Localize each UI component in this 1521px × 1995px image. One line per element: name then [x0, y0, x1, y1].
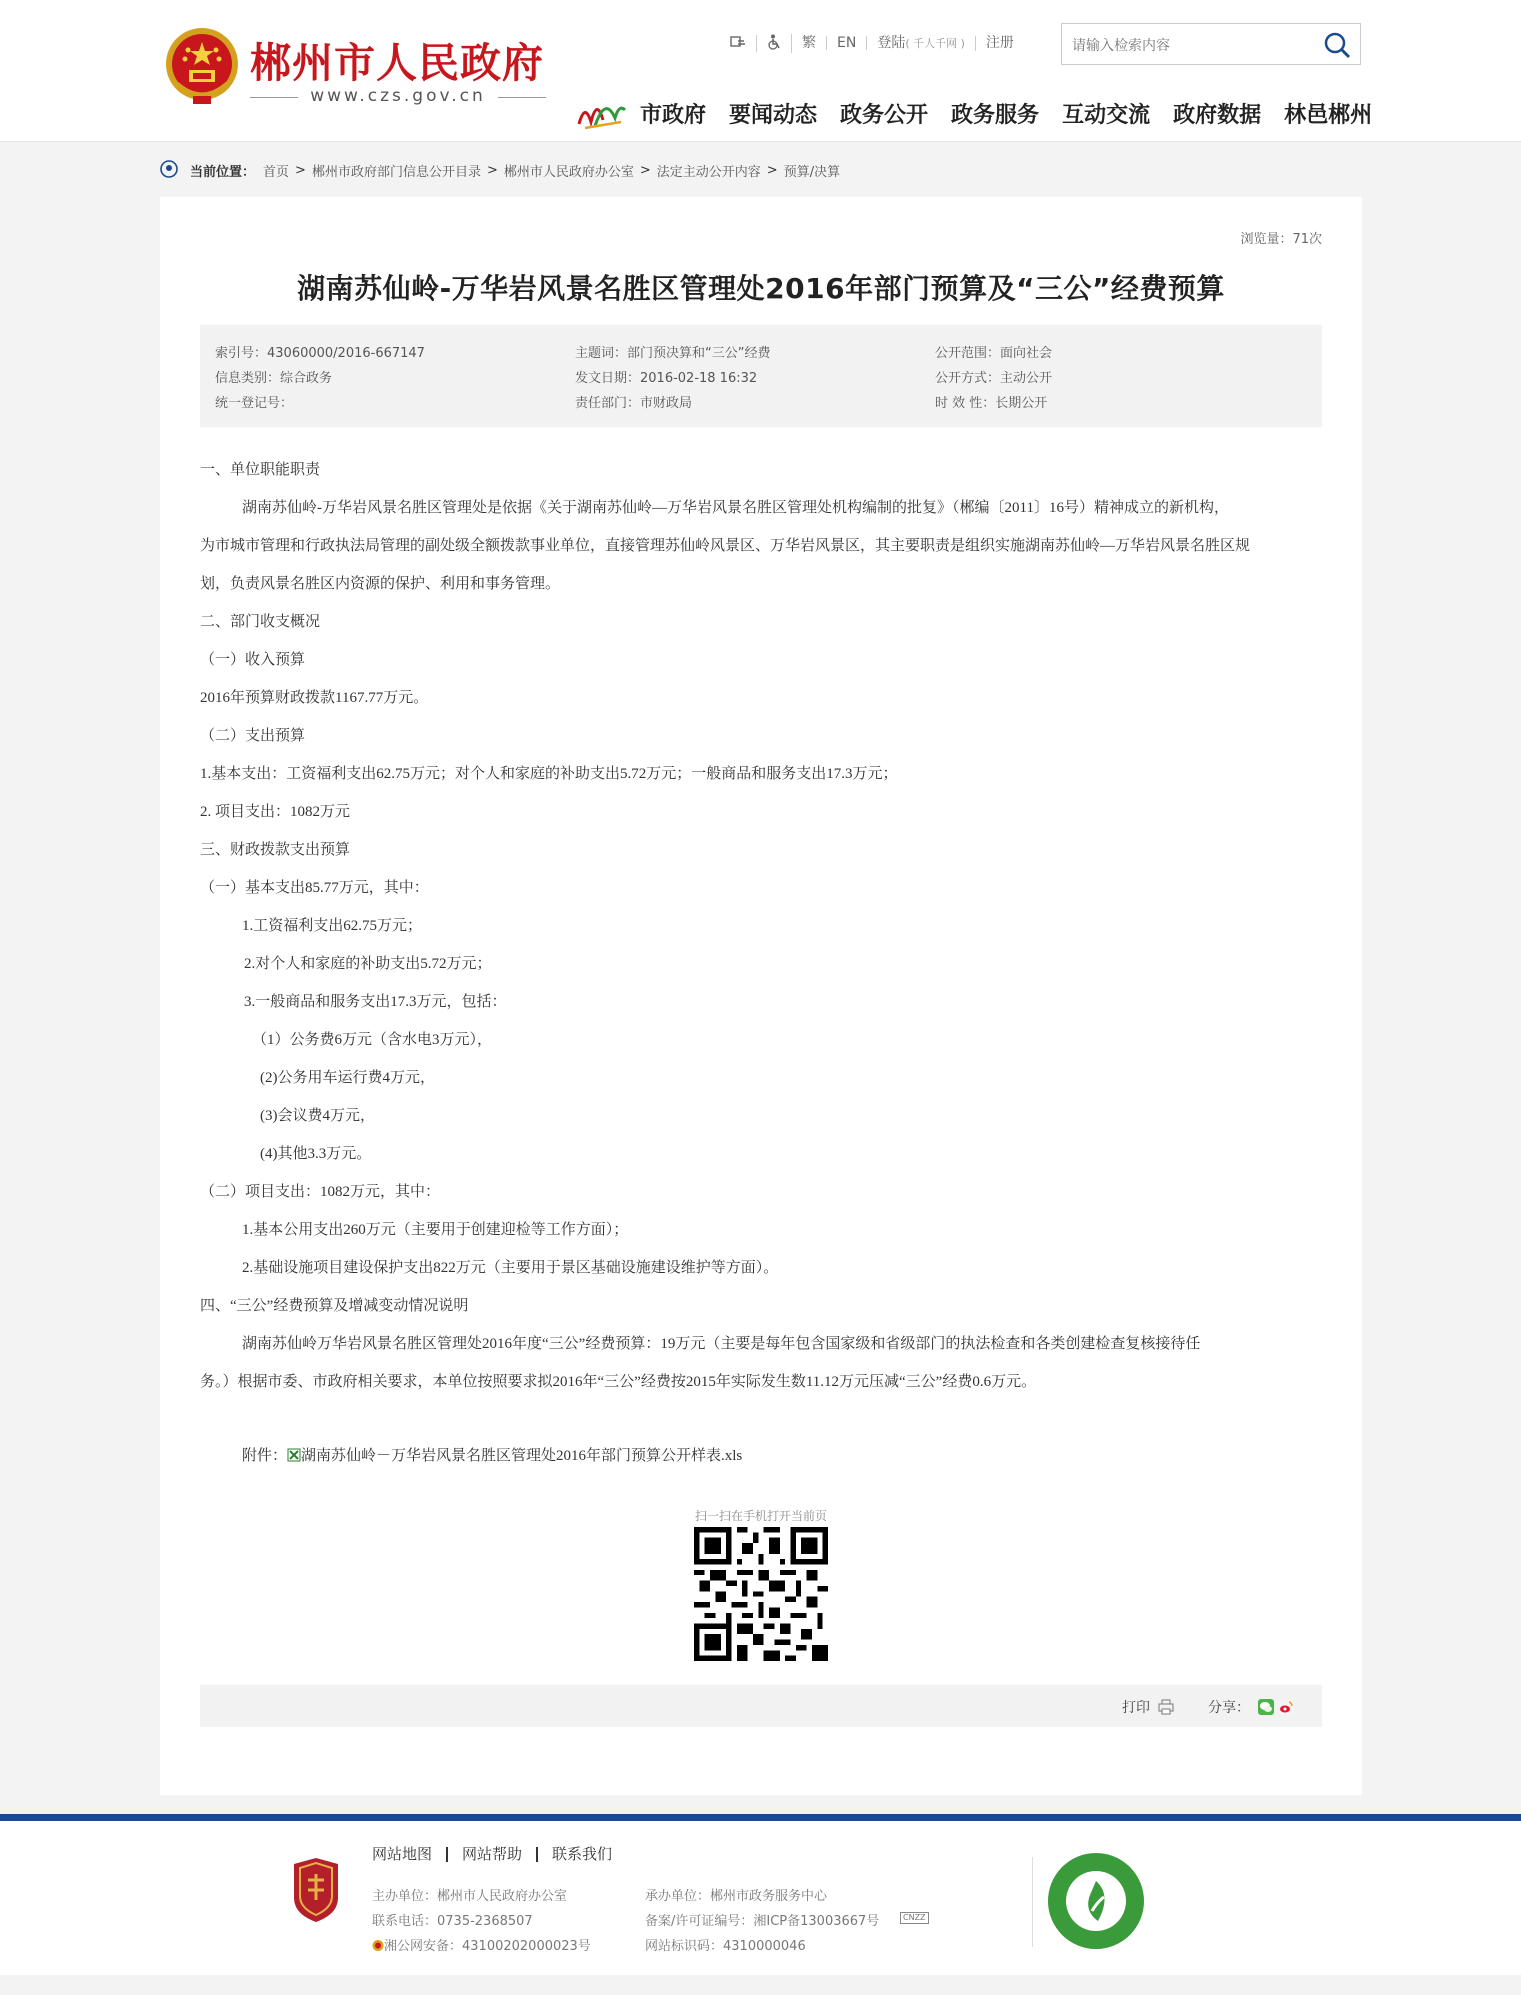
- national-emblem-logo[interactable]: [163, 24, 241, 110]
- footer-police-label: 湘公网安备：43100202000023号: [384, 1939, 591, 1954]
- breadcrumb-separator: >: [295, 162, 306, 178]
- body-paragraph: 湖南苏仙岭-万华岩风景名胜区管理处是依据《关于湖南苏仙岭—万华岩风景名胜区管理处机构编制的批复》（郴编〔2011〕16号）精神成立的新机构，: [242, 500, 1229, 516]
- search-input[interactable]: [1072, 34, 1302, 56]
- attachment-label: 附件：: [242, 1448, 288, 1464]
- civilization-seal-icon[interactable]: [1046, 1851, 1146, 1951]
- body-list-item: (3)会议费4万元，: [260, 1108, 375, 1124]
- body-subheading: （二）支出预算: [200, 728, 306, 744]
- body-list-item: 2.基础设施项目建设保护支出822万元（主要用于景区基础设施建设维护等方面）。: [242, 1260, 779, 1276]
- meta-method: 公开方式：主动公开: [935, 371, 1053, 386]
- footer-police-record[interactable]: [372, 1935, 591, 1954]
- breadcrumb-separator: >: [639, 162, 651, 178]
- print-label: 打印: [1122, 1700, 1150, 1716]
- breadcrumb-label: 当前位置：: [190, 164, 256, 180]
- breadcrumb: [160, 159, 840, 181]
- printer-icon: [1158, 1699, 1174, 1715]
- view-count: 浏览量：71次: [1240, 232, 1322, 247]
- police-badge-icon: [372, 1939, 384, 1952]
- meta-unified-no: 统一登记号：: [215, 396, 294, 411]
- accessibility-button[interactable]: [757, 34, 792, 53]
- site-url: www.czs.gov.cn: [250, 86, 546, 106]
- register-link[interactable]: 注册: [985, 35, 1014, 51]
- article-meta: [200, 325, 1322, 427]
- nav-item-linyi-chenzhou[interactable]: 林邑郴州: [1284, 103, 1373, 128]
- wechat-icon[interactable]: [1258, 1699, 1274, 1715]
- english-link[interactable]: EN: [827, 36, 867, 50]
- attachment-line: [242, 1446, 742, 1466]
- footer-vertical-divider: [1032, 1857, 1033, 1947]
- nav-item-news[interactable]: 要闻动态: [729, 103, 818, 128]
- breadcrumb-separator: >: [766, 162, 778, 178]
- search-icon[interactable]: [1322, 30, 1352, 60]
- top-links: [720, 32, 1024, 54]
- body-list-item: 2.对个人和家庭的补助支出5.72万元；: [244, 956, 492, 972]
- body-paragraph: 划，负责风景名胜区内资源的保护、利用和事务管理。: [200, 576, 561, 592]
- body-subheading: （二）项目支出：1082万元，其中：: [200, 1184, 441, 1200]
- meta-validity: 时 效 性：长期公开: [935, 396, 1048, 411]
- body-heading: 一、单位职能职责: [200, 462, 321, 478]
- meta-index-no: 索引号：43060000/2016-667147: [215, 346, 425, 361]
- body-list-item: 1.基本公用支出260万元（主要用于创建迎检等工作方面）；: [242, 1222, 629, 1238]
- main-nav: [640, 98, 1395, 129]
- lin-yi-logo: [575, 92, 627, 132]
- breadcrumb-budget[interactable]: 预算/决算: [783, 164, 841, 180]
- site-title[interactable]: 郴州市人民政府: [250, 39, 544, 87]
- traditional-chinese-link[interactable]: 繁: [792, 36, 827, 50]
- login-label: 登陆: [877, 34, 906, 51]
- nav-item-government-services[interactable]: 政务服务: [951, 103, 1040, 128]
- site-footer: [0, 1821, 1521, 1975]
- meta-dept: 责任部门：市财政局: [575, 396, 693, 411]
- footer-link-help[interactable]: 网站帮助: [446, 1847, 536, 1862]
- login-link[interactable]: [867, 36, 976, 51]
- breadcrumb-office[interactable]: 郴州市人民政府办公室: [503, 164, 634, 180]
- body-paragraph: 务。）根据市委、市政府相关要求，本单位按照要求拟2016年“三公”经费按2015年实际发生数11.12万元压减“三公”经费0.6万元。: [200, 1374, 1037, 1390]
- body-subheading: （一）收入预算: [200, 652, 306, 668]
- footer-site-id: 网站标识码：4310000046: [645, 1939, 806, 1954]
- eye-icon: [730, 35, 746, 49]
- nav-item-interaction[interactable]: 互动交流: [1062, 103, 1151, 128]
- article-card: [160, 197, 1362, 1795]
- weibo-icon[interactable]: [1278, 1699, 1294, 1715]
- location-pin-icon: [160, 160, 178, 180]
- body-list-item: （1）公务费6万元（含水电3万元），: [252, 1032, 493, 1048]
- barrier-free-button[interactable]: [720, 35, 757, 52]
- attachment-link[interactable]: 湖南苏仙岭－万华岩风景名胜区管理处2016年部门预算公开样表.xls: [301, 1448, 743, 1464]
- footer-operator: 承办单位：郴州市政务服务中心: [645, 1889, 828, 1904]
- print-button[interactable]: [1122, 1697, 1174, 1717]
- body-heading: 二、部门收支概况: [200, 614, 321, 630]
- excel-file-icon: [287, 1448, 301, 1462]
- body-subheading: （一）基本支出85.77万元，其中：: [200, 880, 429, 896]
- body-paragraph: 2. 项目支出：1082万元: [200, 804, 351, 820]
- body-heading: 四、“三公”经费预算及增减变动情况说明: [200, 1298, 469, 1314]
- nav-item-government-data[interactable]: 政府数据: [1173, 103, 1262, 128]
- nav-item-government-affairs-disclosure[interactable]: 政务公开: [840, 103, 929, 128]
- qr-caption: 扫一扫在手机打开当前页: [694, 1509, 827, 1523]
- qr-code: [694, 1527, 828, 1661]
- search-box: [1061, 23, 1361, 65]
- body-list-item: 1.工资福利支出62.75万元；: [242, 918, 423, 934]
- wheelchair-icon: [767, 34, 781, 50]
- meta-publish-date: 发文日期：2016-02-18 16:32: [575, 371, 758, 386]
- breadcrumb-statutory-content[interactable]: 法定主动公开内容: [656, 164, 761, 180]
- body-paragraph: 2016年预算财政拨款1167.77万元。: [200, 690, 429, 706]
- government-badge-icon[interactable]: [290, 1858, 342, 1922]
- footer-link-contact[interactable]: 联系我们: [536, 1847, 626, 1862]
- article-title: 湖南苏仙岭-万华岩风景名胜区管理处2016年部门预算及“三公”经费预算: [297, 272, 1225, 305]
- breadcrumb-home[interactable]: 首页: [263, 164, 290, 180]
- article-actions: [200, 1685, 1322, 1727]
- nav-item-city-government[interactable]: 市政府: [640, 103, 707, 128]
- body-paragraph: 为市城市管理和行政执法局管理的副处级全额拨款事业单位，直接管理苏仙岭风景区、万华岩风景区，其主要职责是组织实施湖南苏仙岭—万华岩风景名胜区规: [200, 538, 1251, 554]
- body-list-item: 3.一般商品和服务支出17.3万元，包括：: [244, 994, 507, 1010]
- meta-subject: 主题词：部门预决算和“三公”经费: [575, 346, 771, 361]
- footer-phone: 联系电话：0735-2368507: [372, 1914, 533, 1929]
- site-header: [0, 0, 1521, 142]
- breadcrumb-catalog[interactable]: 郴州市政府部门信息公开目录: [311, 164, 481, 180]
- footer-divider-bar: [0, 1814, 1521, 1821]
- cnzz-badge[interactable]: CNZZ: [900, 1912, 929, 1924]
- body-paragraph: 湖南苏仙岭万华岩风景名胜区管理处2016年度“三公”经费预算：19万元（主要是每年包含国家级和省级部门的执法检查和各类创建检查复核接待任: [242, 1336, 1201, 1352]
- body-heading: 三、财政拨款支出预算: [200, 842, 351, 858]
- footer-sponsor: 主办单位：郴州市人民政府办公室: [372, 1889, 568, 1904]
- breadcrumb-separator: >: [486, 162, 498, 178]
- meta-category: 信息类别：综合政务: [215, 371, 333, 386]
- footer-link-sitemap[interactable]: 网站地图: [372, 1845, 433, 1863]
- share-bar: [1208, 1697, 1294, 1717]
- body-paragraph: 1.基本支出：工资福利支出62.75万元；对个人和家庭的补助支出5.72万元；一般商品和服务支出17.3万元；: [200, 766, 898, 782]
- footer-links: [372, 1847, 626, 1862]
- login-sub-label: ( 千人千网 ): [905, 36, 965, 50]
- body-list-item: (4)其他3.3万元。: [260, 1146, 372, 1162]
- body-list-item: (2)公务用车运行费4万元，: [260, 1070, 435, 1086]
- footer-icp[interactable]: 备案/许可证编号：湘ICP备13003667号: [645, 1914, 880, 1929]
- share-label: 分享：: [1208, 1700, 1250, 1716]
- meta-scope: 公开范围：面向社会: [935, 346, 1053, 361]
